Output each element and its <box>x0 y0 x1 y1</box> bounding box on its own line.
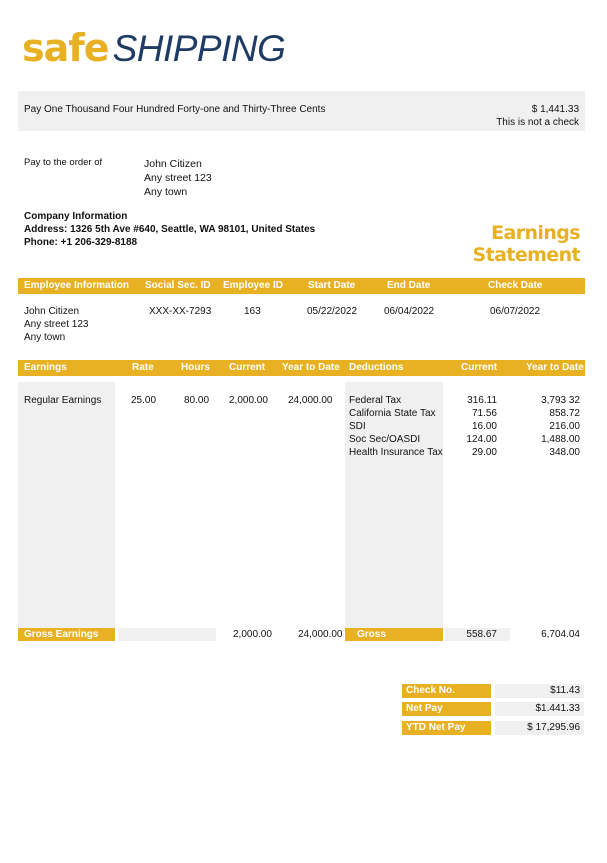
payee-town: Any town <box>144 186 188 198</box>
col-earnings: Earnings <box>24 362 67 373</box>
col-social-sec-id: Social Sec. ID <box>145 280 211 291</box>
col-rate: Rate <box>132 362 154 373</box>
start-date-value: 05/22/2022 <box>307 306 358 317</box>
net-pay-value: $1.441.33 <box>495 702 584 716</box>
net-pay-label: Net Pay <box>402 702 491 716</box>
employee-id-value: 163 <box>244 306 261 317</box>
earning-hours: 80.00 <box>184 395 210 406</box>
employee-ssn: XXX-XX-7293 <box>149 306 212 317</box>
company-phone: Phone: +1 206-329-8188 <box>24 237 138 248</box>
deduction-name: Health Insurance Tax <box>349 447 443 458</box>
earnings-name-column-bg <box>18 382 115 628</box>
earning-current: 2,000.00 <box>229 395 268 406</box>
col-ded-year-to-date: Year to Date <box>526 362 584 373</box>
ytd-net-pay-value: $ 17,295.96 <box>495 721 584 735</box>
deduction-ytd: 348.00 <box>549 447 580 458</box>
check-date-value: 06/07/2022 <box>490 306 541 317</box>
col-employee-id: Employee ID <box>223 280 284 291</box>
col-hours: Hours <box>181 362 210 373</box>
check-no-label: Check No. <box>402 684 491 698</box>
employee-header-bar <box>18 278 585 294</box>
totals-spacer-cell <box>118 628 216 641</box>
employee-street: Any street 123 <box>24 319 89 330</box>
earnings-header-bar <box>18 360 585 376</box>
gross-earnings-label: Gross Earnings <box>18 628 115 641</box>
employee-name: John Citizen <box>24 306 80 317</box>
deduction-ytd: 858.72 <box>549 408 580 419</box>
deduction-ytd: 1,488.00 <box>541 434 580 445</box>
company-address: Address: 1326 5th Ave #640, Seattle, WA 98101, United States <box>24 224 316 235</box>
deduction-current: 71.56 <box>471 408 497 419</box>
col-current: Current <box>229 362 266 373</box>
logo-shipping-text: SHIPPING <box>112 28 286 69</box>
deduction-name: California State Tax <box>349 408 436 419</box>
col-end-date: End Date <box>387 280 431 291</box>
gross-earnings-current: 2,000.00 <box>233 629 272 640</box>
col-deductions: Deductions <box>349 362 404 373</box>
deduction-name: Soc Sec/OASDI <box>349 434 421 445</box>
company-info-title: Company Information <box>24 211 128 222</box>
col-check-date: Check Date <box>488 280 543 291</box>
logo-safe-text: safe <box>22 26 109 70</box>
gross-earnings-ytd: 24,000.00 <box>298 629 343 640</box>
earning-rate: 25.00 <box>131 395 157 406</box>
company-info <box>24 210 315 249</box>
gross-deductions-ytd: 6,704.04 <box>541 629 580 640</box>
col-ded-current: Current <box>461 362 498 373</box>
end-date-value: 06/04/2022 <box>384 306 435 317</box>
employee-town: Any town <box>24 332 66 343</box>
summary-net-pay <box>402 702 584 716</box>
totals-row <box>18 628 585 653</box>
deduction-ytd: 216.00 <box>549 421 580 432</box>
check-no-value: $11.43 <box>495 684 584 698</box>
company-logo <box>22 26 285 70</box>
pay-amount-value: $ 1,441.33 <box>531 104 579 115</box>
pay-amount-band <box>18 91 585 131</box>
not-a-check-note: This is not a check <box>496 117 579 128</box>
deduction-name: SDI <box>349 421 366 432</box>
deduction-ytd: 3,793 32 <box>541 395 580 406</box>
deduction-current: 29.00 <box>471 447 497 458</box>
earnings-statement-title: Earnings Statement <box>472 222 580 266</box>
summary-ytd-net-pay <box>402 721 584 735</box>
gross-deductions-label: Gross Deductions <box>345 628 443 641</box>
earning-ytd: 24,000.00 <box>288 395 333 406</box>
deduction-current: 16.00 <box>471 421 497 432</box>
summary-check-no <box>402 684 584 698</box>
gross-deductions-current: 558.67 <box>466 629 497 640</box>
deduction-current: 124.00 <box>466 434 497 445</box>
payee-street: Any street 123 <box>144 172 212 184</box>
col-start-date: Start Date <box>308 280 356 291</box>
deduction-name: Federal Tax <box>349 395 402 406</box>
deduction-current: 316.11 <box>467 395 497 406</box>
col-year-to-date: Year to Date <box>282 362 340 373</box>
col-employee-information: Employee Information <box>24 280 130 291</box>
pay-amount-words: Pay One Thousand Four Hundred Forty-one and Thirty-Three Cents <box>24 104 326 115</box>
pay-to-order-label: Pay to the order of <box>24 157 103 168</box>
payee-block <box>144 157 212 199</box>
earning-name: Regular Earnings <box>24 395 102 406</box>
payee-name: John Citizen <box>144 158 202 170</box>
ytd-net-pay-label: YTD Net Pay <box>402 721 491 735</box>
